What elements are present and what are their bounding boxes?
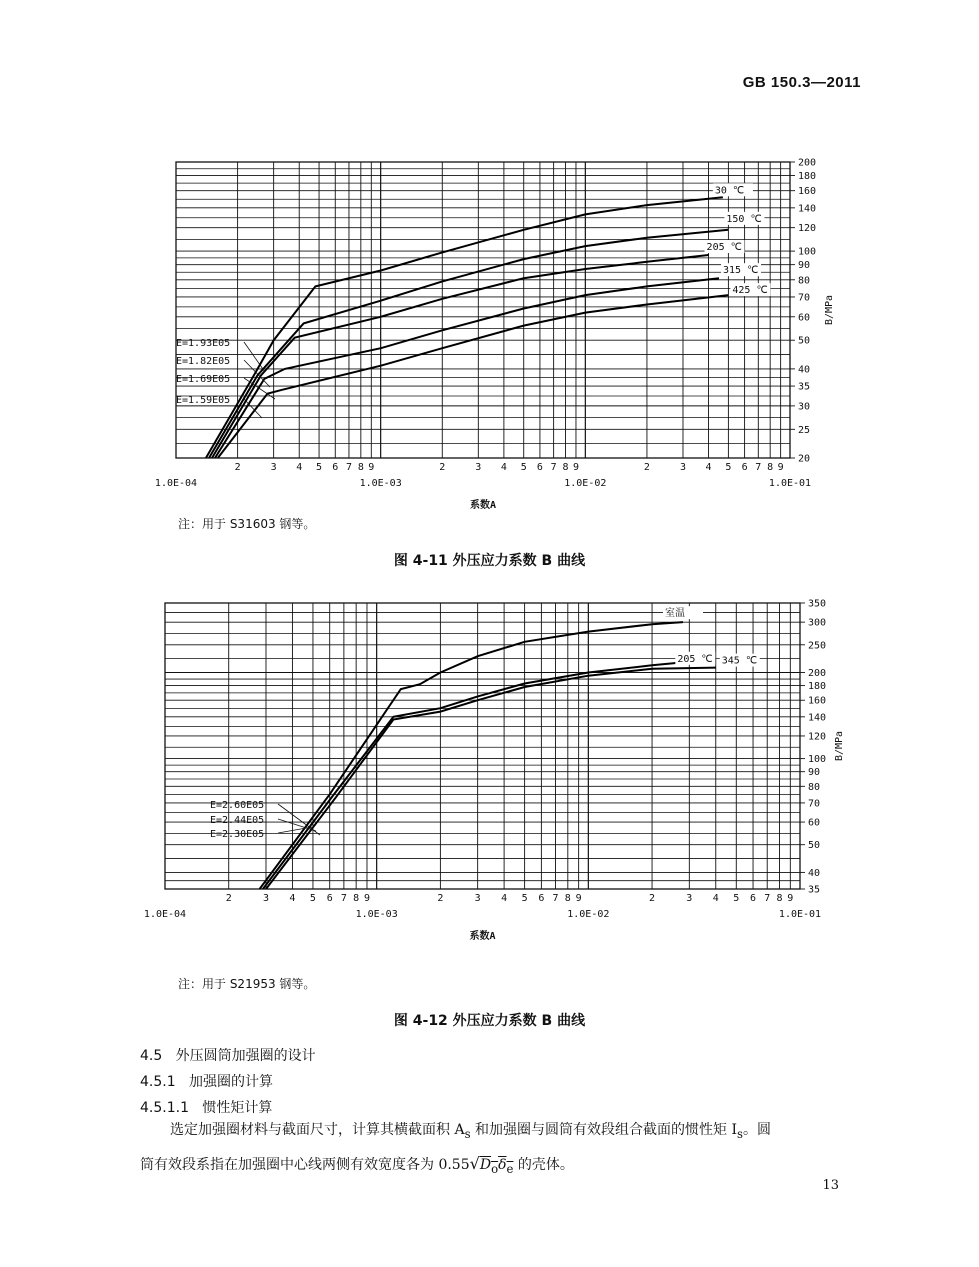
series-label: 425 ℃ xyxy=(732,285,768,297)
x-minor-tick-label: 7 xyxy=(552,893,559,904)
y-tick-label: 100 xyxy=(808,754,827,766)
y-tick-label: 180 xyxy=(798,171,817,183)
y-tick-label: 35 xyxy=(808,884,821,896)
chart-figure-4-11 xyxy=(0,150,979,512)
series-label: 205 ℃ xyxy=(677,653,713,665)
x-minor-tick-label: 9 xyxy=(575,893,582,904)
plot-frame xyxy=(176,162,790,458)
y-tick-label: 80 xyxy=(808,781,821,793)
x-minor-tick-label: 4 xyxy=(501,893,508,904)
x-minor-tick-label: 4 xyxy=(712,893,719,904)
y-tick-label: 40 xyxy=(798,364,811,376)
x-minor-tick-label: 5 xyxy=(521,893,528,904)
x-minor-tick-label: 9 xyxy=(368,462,375,473)
figure-caption: 图 4-11 外压应力系数 B 曲线 xyxy=(393,553,586,569)
modulus-label: E=1.82E05 xyxy=(176,356,231,367)
x-minor-tick-label: 6 xyxy=(538,893,545,904)
series-label: 150 ℃ xyxy=(726,213,762,225)
y-tick-label: 20 xyxy=(798,453,811,465)
series-line xyxy=(260,622,683,889)
y-tick-label: 40 xyxy=(808,867,821,879)
standard-header: GB 150.3—2011 xyxy=(742,74,861,91)
x-minor-tick-label: 6 xyxy=(536,462,543,473)
series-label: 30 ℃ xyxy=(714,185,745,197)
series-label: 345 ℃ xyxy=(721,655,758,667)
modulus-label: E=1.69E05 xyxy=(176,374,231,385)
series-line xyxy=(212,255,709,458)
x-minor-tick-label: 7 xyxy=(550,462,557,473)
series-line xyxy=(206,197,723,458)
x-minor-tick-label: 3 xyxy=(679,462,686,473)
y-tick-label: 90 xyxy=(808,767,821,779)
x-minor-tick-label: 6 xyxy=(750,893,757,904)
x-minor-tick-label: 6 xyxy=(326,893,333,904)
x-minor-tick-label: 9 xyxy=(572,462,579,473)
x-minor-tick-label: 3 xyxy=(474,893,481,904)
y-tick-label: 50 xyxy=(798,335,811,347)
x-minor-tick-label: 5 xyxy=(520,462,527,473)
x-minor-tick-label: 8 xyxy=(562,462,569,473)
x-minor-tick-label: 8 xyxy=(357,462,364,473)
x-minor-tick-label: 7 xyxy=(345,462,352,473)
y-tick-label: 100 xyxy=(798,246,817,258)
x-minor-tick-label: 8 xyxy=(564,893,571,904)
modulus-label: E=1.59E05 xyxy=(176,395,231,406)
y-tick-label: 60 xyxy=(808,817,821,829)
y-tick-label: 120 xyxy=(808,731,827,743)
x-minor-tick-label: 5 xyxy=(725,462,732,473)
section-heading: 4.5.1.1 惯性矩计算 xyxy=(140,1100,273,1116)
x-decade-tick-label: 1.0E-02 xyxy=(567,909,610,920)
x-minor-tick-label: 2 xyxy=(437,893,444,904)
series-label: 315 ℃ xyxy=(723,265,759,277)
x-minor-tick-label: 7 xyxy=(340,893,347,904)
x-minor-tick-label: 4 xyxy=(500,462,507,473)
series-line xyxy=(209,230,728,458)
x-axis-label: 系数A xyxy=(469,500,497,511)
section-heading: 4.5 外压圆筒加强圈的设计 xyxy=(140,1048,316,1064)
y-tick-label: 80 xyxy=(798,275,811,287)
x-decade-tick-label: 1.0E-01 xyxy=(778,909,822,920)
x-decade-tick-label: 1.0E-03 xyxy=(359,478,402,489)
x-minor-tick-label: 4 xyxy=(289,893,296,904)
x-decade-tick-label: 1.0E-04 xyxy=(154,478,198,489)
y-tick-label: 90 xyxy=(798,260,811,272)
y-tick-label: 300 xyxy=(808,617,827,629)
x-minor-tick-label: 2 xyxy=(649,893,656,904)
y-tick-label: 140 xyxy=(808,712,827,724)
x-minor-tick-label: 6 xyxy=(741,462,748,473)
y-tick-label: 140 xyxy=(798,203,817,215)
modulus-label: E=2.60E05 xyxy=(210,800,265,811)
y-tick-label: 70 xyxy=(798,292,811,304)
x-minor-tick-label: 9 xyxy=(363,893,370,904)
x-axis-label: 系数A xyxy=(469,931,496,940)
chart-figure-4-12 xyxy=(0,595,979,940)
series-label: 室温 xyxy=(664,608,685,620)
x-minor-tick-label: 2 xyxy=(234,462,241,473)
x-minor-tick-label: 3 xyxy=(270,462,277,473)
y-tick-label: 35 xyxy=(798,381,811,393)
y-tick-label: 120 xyxy=(798,223,817,235)
y-axis-label: B/MPa xyxy=(824,294,835,326)
series-label: 205 ℃ xyxy=(706,242,742,254)
y-tick-label: 250 xyxy=(808,640,827,652)
x-minor-tick-label: 4 xyxy=(296,462,303,473)
x-decade-tick-label: 1.0E-01 xyxy=(768,478,812,489)
x-minor-tick-label: 3 xyxy=(686,893,693,904)
x-minor-tick-label: 2 xyxy=(439,462,446,473)
modulus-label: E=2.44E05 xyxy=(210,815,265,826)
modulus-leader-line xyxy=(244,342,265,372)
series-line xyxy=(263,662,689,889)
page-number: 13 xyxy=(822,1178,839,1193)
y-tick-label: 160 xyxy=(798,186,817,198)
x-minor-tick-label: 9 xyxy=(787,893,794,904)
x-minor-tick-label: 8 xyxy=(767,462,774,473)
y-tick-label: 180 xyxy=(808,681,827,693)
plot-frame xyxy=(165,603,800,889)
x-minor-tick-label: 3 xyxy=(262,893,270,904)
x-minor-tick-label: 4 xyxy=(705,462,712,473)
figure-caption: 图 4-12 外压应力系数 B 曲线 xyxy=(393,1013,586,1029)
y-tick-label: 60 xyxy=(798,312,811,324)
modulus-label: E=2.30E05 xyxy=(210,829,265,840)
x-minor-tick-label: 8 xyxy=(776,893,783,904)
y-tick-label: 25 xyxy=(798,424,811,436)
y-axis-label: B/MPa xyxy=(834,730,845,762)
y-tick-label: 50 xyxy=(808,840,821,852)
x-minor-tick-label: 7 xyxy=(755,462,762,473)
series-line xyxy=(266,668,716,889)
x-minor-tick-label: 2 xyxy=(225,893,232,904)
section-heading: 4.5.1 加强圈的计算 xyxy=(140,1074,273,1090)
figure-note: 注：用于 S21953 钢等。 xyxy=(178,977,316,991)
y-tick-label: 200 xyxy=(808,668,827,680)
y-tick-label: 160 xyxy=(808,695,827,707)
x-minor-tick-label: 9 xyxy=(777,462,784,473)
y-tick-label: 200 xyxy=(798,157,817,169)
body-paragraph: 选定加强圈材料与截面尺寸，计算其横截面积 $A_s$ 和加强圈与圆筒有效段组合截面的惯性矩 $I_s$。圆 筒有效段系指在加强圈中心线两侧有效宽度各为 $0.55√D_o\delta_e$ 的壳体。 xyxy=(140,1122,771,1176)
x-decade-tick-label: 1.0E-02 xyxy=(564,478,607,489)
x-minor-tick-label: 5 xyxy=(309,893,316,904)
x-minor-tick-label: 5 xyxy=(733,893,740,904)
x-minor-tick-label: 3 xyxy=(475,462,482,473)
x-minor-tick-label: 2 xyxy=(643,462,650,473)
series-line xyxy=(218,295,729,458)
x-minor-tick-label: 7 xyxy=(764,893,771,904)
modulus-label: E=1.93E05 xyxy=(176,338,231,349)
x-minor-tick-label: 6 xyxy=(332,462,339,473)
x-decade-tick-label: 1.0E-03 xyxy=(355,909,398,920)
x-decade-tick-label: 1.0E-04 xyxy=(143,909,187,920)
y-tick-label: 70 xyxy=(808,798,821,810)
figure-note: 注：用于 S31603 钢等。 xyxy=(178,517,316,531)
x-minor-tick-label: 5 xyxy=(316,462,323,473)
y-tick-label: 30 xyxy=(798,401,811,413)
y-tick-label: 350 xyxy=(808,598,827,610)
x-minor-tick-label: 8 xyxy=(353,893,360,904)
